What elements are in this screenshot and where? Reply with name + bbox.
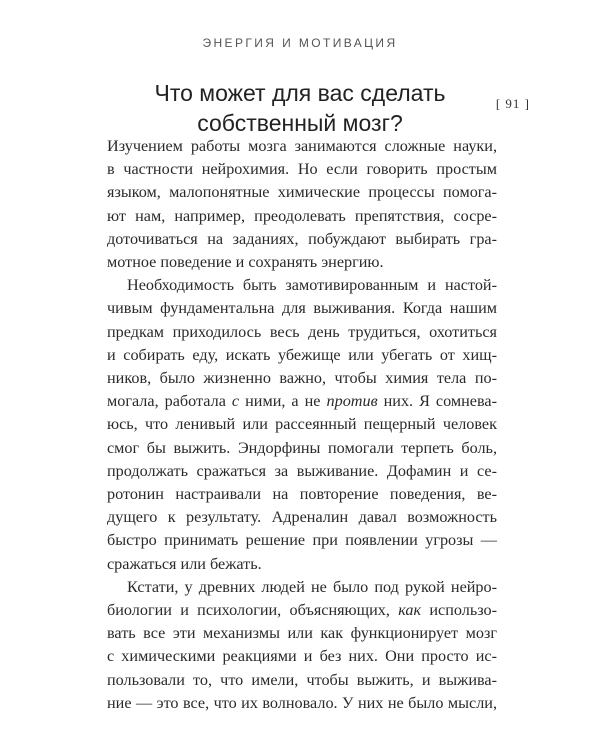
paragraph-2 bbox=[107, 274, 497, 576]
page-number: [ 91 ] bbox=[495, 96, 530, 111]
text-segment: них. Я сомнева- bbox=[377, 392, 497, 411]
emphasis-word: с bbox=[231, 392, 240, 411]
text-line: смог бы выжить. Эндорфины помогали терпеть боль, bbox=[107, 438, 497, 457]
text-line: мотное поведение и сохранять энергию. bbox=[107, 253, 384, 272]
text-line: сражаться или бежать. bbox=[107, 554, 262, 573]
paragraph-1 bbox=[107, 135, 497, 274]
text-line: ников, было жизненно важно, чтобы химия тела по- bbox=[107, 369, 497, 388]
chapter-title bbox=[100, 78, 500, 138]
text-line: быстро принимать решение при появлении угрозы — bbox=[107, 531, 497, 550]
text-line: Необходимость быть замотивированным и настой- bbox=[127, 276, 497, 295]
text-line-with-emphasis bbox=[107, 599, 497, 622]
text-line: с химическими реакциями и без них. Они просто ис- bbox=[107, 647, 497, 666]
text-segment: могала, работала bbox=[107, 392, 232, 411]
text-segment: ними, а не bbox=[239, 392, 327, 411]
chapter-title-line-2: собственный мозг? bbox=[197, 110, 403, 136]
text-line: пользовали то, что имели, чтобы выжить, и выжива- bbox=[107, 670, 497, 689]
text-line: в частности нейрохимия. Но если говорить простым bbox=[107, 160, 497, 179]
text-line: ют нам, например, преодолевать препятствия, сосре- bbox=[107, 206, 497, 225]
running-head: ЭНЕРГИЯ И МОТИВАЦИЯ bbox=[202, 36, 398, 50]
text-line: юсь, что ленивый или рассеянный пещерный человек bbox=[107, 415, 497, 434]
text-line-with-emphasis bbox=[107, 390, 497, 413]
text-line: предкам приходилось весь день трудиться, охотиться bbox=[107, 322, 497, 341]
text-line: Изучением работы мозга занимаются сложные науки, bbox=[107, 137, 497, 155]
text-segment: биологии и психологии, объясняющих, bbox=[107, 601, 399, 620]
text-line: продолжать сражаться за выживание. Дофамин и се- bbox=[107, 461, 497, 480]
paragraph-3 bbox=[107, 576, 497, 715]
text-line: Кстати, у древних людей не было под рукой нейро- bbox=[127, 577, 497, 596]
chapter-title-line-1: Что может для вас сделать bbox=[154, 80, 446, 106]
text-line: ние — это все, что их волновало. У них не было мысли, bbox=[107, 693, 497, 712]
body-text bbox=[107, 135, 497, 715]
text-line: чивым фундаментальна для выживания. Когда нашим bbox=[107, 299, 497, 318]
emphasis-word: как bbox=[398, 601, 422, 620]
text-line: ротонин настраивали на повторение поведения, ве- bbox=[107, 485, 497, 504]
text-line: вать все эти механизмы или как функционирует мозг bbox=[107, 624, 497, 643]
text-line: дущего к результату. Адреналин давал возможность bbox=[107, 508, 497, 527]
text-line: доточиваться на заданиях, побуждают выбирать гра- bbox=[107, 229, 497, 248]
text-segment: использо- bbox=[421, 601, 497, 620]
text-line: языком, малопонятные химические процессы помога- bbox=[107, 183, 497, 202]
emphasis-word: против bbox=[326, 392, 378, 411]
text-line: и собирать еду, искать убежище или убегать от хищ- bbox=[107, 345, 497, 364]
